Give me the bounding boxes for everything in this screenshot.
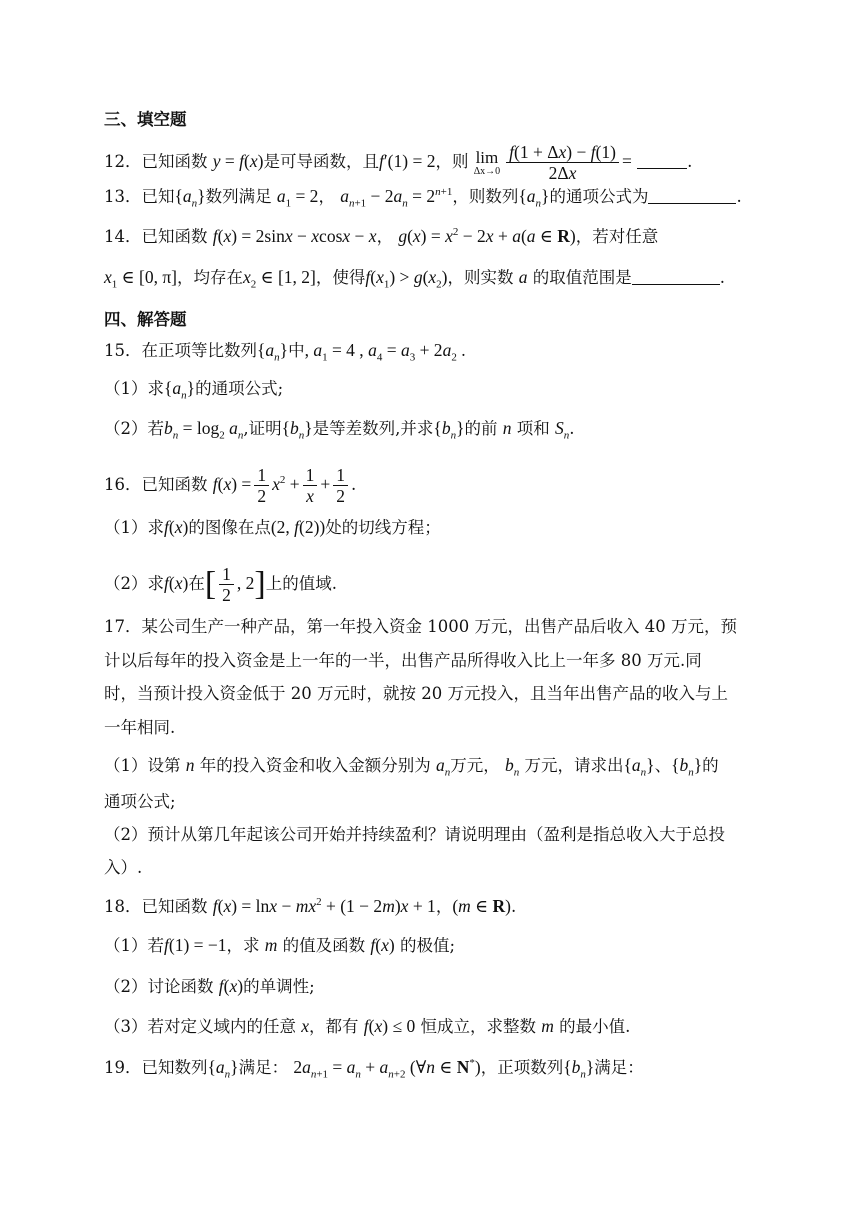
math-expr: $\{a_n\}$ xyxy=(518,186,550,210)
math-expr: $a_n$ xyxy=(436,755,451,779)
question-16: 16．已知函数 f(x) = $\frac{1}{2}$ $x^2$ + $\frac{1}{x}$ + $\frac{1}{2}$ . xyxy=(104,465,357,506)
answer-blank[interactable] xyxy=(637,152,687,169)
math-expr: f(x) xyxy=(164,573,189,593)
math-expr: $\{b_n\}$ xyxy=(563,1057,595,1081)
math-expr: , $a_1 = 4$ , $a_4 = a_3 + 2a_2$ . xyxy=(304,340,466,364)
question-14-line1: 14．已知函数 f(x) = 2sinx − xcosx − x， $g(x) = x^2 - 2x + a(a$ ∈ R)，若对任意 xyxy=(104,226,659,246)
math-expr: $x_2$ ∈ [1, 2] xyxy=(242,267,316,291)
question-17-line1: 17．某公司生产一种产品，第一年投入资金 1000 万元，出售产品后收入 40 万元，预 xyxy=(104,617,737,636)
question-17-part2-cont: 入）. xyxy=(104,858,143,877)
question-17-part1-cont: 通项公式; xyxy=(104,792,176,811)
math-expr: f(x) xyxy=(370,935,395,955)
question-18-part2: （2）讨论函数 f(x)的单调性; xyxy=(104,976,315,996)
math-expr: $g(x) = x^2 - 2x + a(a$ ∈ R) xyxy=(398,226,576,246)
math-expr: $a_1 = 2$ xyxy=(276,186,319,210)
math-expr: $\{a_n\}$ xyxy=(623,755,655,779)
math-expr: f(x) = 2sinx − xcosx − x xyxy=(212,226,377,246)
limit-symbol: lim Δx→0 xyxy=(473,147,501,177)
math-expr: $\{a_n\}$ xyxy=(164,378,196,402)
answer-blank[interactable] xyxy=(648,187,736,204)
section-fill-title: 三、填空题 xyxy=(104,110,187,129)
question-18: 18．已知函数 $f(x) = \ln x - mx^2 + (1 - 2m)x + 1$，(m ∈ R). xyxy=(104,896,517,916)
question-18-part3: （3）若对定义域内的任意 x，都有 f(x) ≤ 0 恒成立，求整数 m 的最小值. xyxy=(104,1016,631,1036)
question-17-part1: （1）设第 n 年的投入资金和收入金额分别为 $a_n$万元， $b_n$ 万元，请求出$\{a_n\}$、$\{b_n\}$的 xyxy=(104,755,719,779)
math-expr: (m ∈ R) xyxy=(452,896,511,916)
math-expr: f(x) ≤ 0 xyxy=(363,1016,416,1036)
question-19: 19．已知数列$\{a_n\}$满足： $2a_{n+1} = a_n + a_{n+2}$ (∀n ∈ N*)，正项数列$\{b_n\}$满足： xyxy=(104,1057,644,1081)
limit-fraction: $\frac{f(1 + \Delta x) - f(1)}{2\Delta x}$ xyxy=(506,142,619,183)
math-expr: $x_1$ ∈ [0, π] xyxy=(104,267,177,291)
math-expr: $2a_{n+1} = a_n + a_{n+2}$ (∀n ∈ N*) xyxy=(293,1057,481,1081)
math-expr: $b_n = \log_2 a_n$ xyxy=(164,418,244,442)
question-14-line2: $x_1$ ∈ [0, π]，均存在$x_2$ ∈ [1, 2]，使得$f(x_1) > g(x_2)$，则实数 a 的取值范围是 . xyxy=(104,267,725,291)
question-12: 12．已知函数 y = f(x)是可导函数，且f′(1) = 2，则 lim Δx→0 $\frac{f(1 + \Delta x) - f(1)}{2\Delta x}$ = . xyxy=(104,142,693,183)
math-expr: $\{b_n\}$ xyxy=(281,418,313,442)
question-13: 13．已知$\{a_n\}$数列满足 $a_1 = 2$， $a_{n+1} - 2a_n = 2^{n+1}$，则数列$\{a_n\}$的通项公式为 . xyxy=(104,186,742,210)
math-expr: $\{a_n\}$ xyxy=(207,1057,239,1081)
question-16-part2: （2）求f(x)在[ $\frac{1}{2}$ , 2]上的值域. xyxy=(104,564,337,605)
question-15: 15．在正项等比数列$\{a_n\}$中, $a_1 = 4$ , $a_4 = a_3 + 2a_2$ . xyxy=(104,340,466,364)
math-expr: $b_n$ xyxy=(505,755,520,779)
math-expr: f(x) = xyxy=(212,474,252,494)
question-15-part2: （2）若$b_n = \log_2 a_n$,证明$\{b_n\}$是等差数列,并求$\{b_n\}$的前 n 项和 $S_n$. xyxy=(104,418,575,442)
question-17-line4: 一年相同. xyxy=(104,718,176,737)
question-17-line2: 计以后每年的投入资金是上一年的一半，出售产品所得收入比上一年多 80 万元.同 xyxy=(104,651,702,670)
math-expr: (2, f(2)) xyxy=(270,517,326,537)
math-expr: f(x) xyxy=(218,976,244,996)
math-expr: $\{b_n\}$ xyxy=(433,418,465,442)
math-expr: f(x) xyxy=(164,517,189,537)
math-expr: $\{a_n\}$ xyxy=(257,340,289,364)
math-expr: f(1) = −1 xyxy=(164,935,227,955)
math-expr: $f(x_1) > g(x_2)$ xyxy=(365,267,448,291)
question-17-line3: 时，当预计投入资金低于 20 万元时，就按 20 万元投入，且当年出售产品的收入与上 xyxy=(104,684,728,703)
math-expr: $a_{n+1} - 2a_n = 2^{n+1}$ xyxy=(340,186,453,210)
section-answer-title: 四、解答题 xyxy=(104,310,187,329)
math-expr: $\{a_n\}$ xyxy=(174,186,206,210)
question-16-part1: （1）求f(x)的图像在点(2, f(2))处的切线方程； xyxy=(104,517,441,537)
question-15-part1: （1）求$\{a_n\}$的通项公式; xyxy=(104,378,284,402)
question-18-part1: （1）若f(1) = −1，求 m 的值及函数 f(x) 的极值; xyxy=(104,935,456,955)
math-expr: $f(x) = \ln x - mx^2 + (1 - 2m)x + 1$ xyxy=(212,896,436,916)
question-17-part2: （2）预计从第几年起该公司开始并持续盈利？请说明理由（盈利是指总收入大于总投 xyxy=(104,825,725,844)
math-expr: $S_n$ xyxy=(554,418,570,442)
math-expr: f′(1) = 2 xyxy=(378,151,436,171)
math-expr: $\{b_n\}$ xyxy=(671,755,703,779)
math-expr: y = f(x) xyxy=(212,151,264,171)
answer-blank[interactable] xyxy=(632,268,720,285)
